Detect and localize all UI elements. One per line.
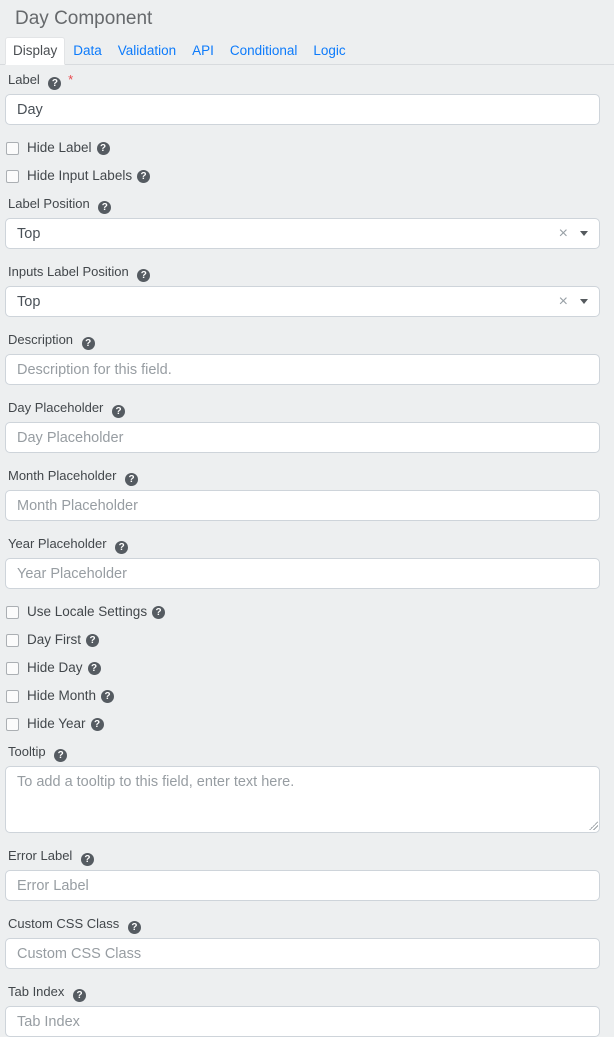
field-description xyxy=(5,332,600,385)
caret-down-icon xyxy=(580,299,588,304)
label-text: Description xyxy=(8,332,74,347)
help-icon[interactable]: ? xyxy=(73,989,86,1002)
field-hide-year xyxy=(5,716,600,732)
page-title: Day Component xyxy=(15,8,153,29)
field-label xyxy=(5,72,600,125)
field-label-position xyxy=(5,196,600,249)
label-position-label xyxy=(8,196,600,214)
clear-icon[interactable]: × xyxy=(558,292,568,310)
tooltip-label xyxy=(8,744,600,762)
help-icon[interactable]: ? xyxy=(98,201,111,214)
description-input[interactable] xyxy=(5,354,600,385)
tab-data[interactable]: Data xyxy=(73,43,102,58)
label-text: Year Placeholder xyxy=(8,536,107,551)
label-text: Label xyxy=(8,72,40,87)
label-text: Tooltip xyxy=(8,744,46,759)
hide-month-checkbox[interactable] xyxy=(6,690,19,703)
field-custom-css-class xyxy=(5,916,600,969)
field-day-first xyxy=(5,632,600,648)
label-text: Custom CSS Class xyxy=(8,916,120,931)
label-input[interactable] xyxy=(5,94,600,125)
field-year-placeholder xyxy=(5,536,600,589)
error-label-label xyxy=(8,848,600,866)
tab-display[interactable]: Display xyxy=(5,37,65,65)
help-icon[interactable]: ? xyxy=(137,269,150,282)
checkbox-label: Use Locale Settings xyxy=(27,604,148,619)
day-placeholder-input[interactable] xyxy=(5,422,600,453)
label-text: Month Placeholder xyxy=(8,468,117,483)
help-icon[interactable]: ? xyxy=(101,690,114,703)
help-icon[interactable]: ? xyxy=(115,541,128,554)
field-hide-label xyxy=(5,140,600,156)
help-icon[interactable]: ? xyxy=(152,606,165,619)
help-icon[interactable]: ? xyxy=(82,337,95,350)
label-text: Day Placeholder xyxy=(8,400,104,415)
help-icon[interactable]: ? xyxy=(128,921,141,934)
hide-label-checkbox[interactable] xyxy=(6,142,19,155)
tooltip-textarea-wrap xyxy=(5,766,600,833)
error-label-input[interactable] xyxy=(5,870,600,901)
custom-css-class-label xyxy=(8,916,600,934)
field-hide-day xyxy=(5,660,600,676)
field-tooltip xyxy=(5,744,600,833)
inputs-label-position-select[interactable] xyxy=(5,286,600,317)
help-icon[interactable]: ? xyxy=(81,853,94,866)
field-tab-index xyxy=(5,984,600,1037)
help-icon[interactable]: ? xyxy=(125,473,138,486)
field-hide-input-labels xyxy=(5,168,600,184)
inputs-label-position-label xyxy=(8,264,600,282)
month-placeholder-input[interactable] xyxy=(5,490,600,521)
checkbox-label: Day First xyxy=(27,632,81,647)
year-placeholder-label xyxy=(8,536,600,554)
field-day-placeholder xyxy=(5,400,600,453)
help-icon[interactable]: ? xyxy=(97,142,110,155)
clear-icon[interactable]: × xyxy=(558,224,568,242)
field-use-locale-settings xyxy=(5,604,600,620)
hide-year-checkbox[interactable] xyxy=(6,718,19,731)
checkbox-label: Hide Input Labels xyxy=(27,168,133,183)
help-icon[interactable]: ? xyxy=(112,405,125,418)
field-inputs-label-position xyxy=(5,264,600,317)
tab-bar xyxy=(0,37,614,65)
day-placeholder-label xyxy=(8,400,600,418)
label-text: Inputs Label Position xyxy=(8,264,129,279)
month-placeholder-label xyxy=(8,468,600,486)
checkbox-label: Hide Label xyxy=(27,140,92,155)
selected-value: Top xyxy=(17,293,41,310)
year-placeholder-input[interactable] xyxy=(5,558,600,589)
day-first-checkbox[interactable] xyxy=(6,634,19,647)
field-error-label xyxy=(5,848,600,901)
help-icon[interactable]: ? xyxy=(137,170,150,183)
label-text: Label Position xyxy=(8,196,90,211)
tab-logic[interactable]: Logic xyxy=(313,43,346,58)
tab-index-label xyxy=(8,984,600,1002)
checkbox-label: Hide Day xyxy=(27,660,83,675)
custom-css-class-input[interactable] xyxy=(5,938,600,969)
tab-validation[interactable]: Validation xyxy=(117,43,177,58)
tooltip-textarea[interactable] xyxy=(5,766,600,833)
help-icon[interactable]: ? xyxy=(88,662,101,675)
resize-grip-icon[interactable] xyxy=(589,821,598,830)
hide-input-labels-checkbox[interactable] xyxy=(6,170,19,183)
use-locale-settings-checkbox[interactable] xyxy=(6,606,19,619)
tab-index-input[interactable] xyxy=(5,1006,600,1037)
help-icon[interactable]: ? xyxy=(91,718,104,731)
display-tab-panel xyxy=(0,65,614,1037)
label-text: Tab Index xyxy=(8,984,65,999)
tab-api[interactable]: API xyxy=(192,43,214,58)
help-icon[interactable]: ? xyxy=(48,77,61,90)
checkbox-label: Hide Year xyxy=(27,716,86,731)
help-icon[interactable]: ? xyxy=(86,634,99,647)
label-field-label xyxy=(8,72,600,90)
hide-day-checkbox[interactable] xyxy=(6,662,19,675)
label-text: Error Label xyxy=(8,848,73,863)
label-position-select[interactable] xyxy=(5,218,600,249)
selected-value: Top xyxy=(17,225,41,242)
field-month-placeholder xyxy=(5,468,600,521)
required-asterisk: * xyxy=(68,72,74,87)
field-hide-month xyxy=(5,688,600,704)
description-label xyxy=(8,332,600,350)
caret-down-icon xyxy=(580,231,588,236)
help-icon[interactable]: ? xyxy=(54,749,67,762)
tab-conditional[interactable]: Conditional xyxy=(229,43,298,58)
checkbox-label: Hide Month xyxy=(27,688,97,703)
